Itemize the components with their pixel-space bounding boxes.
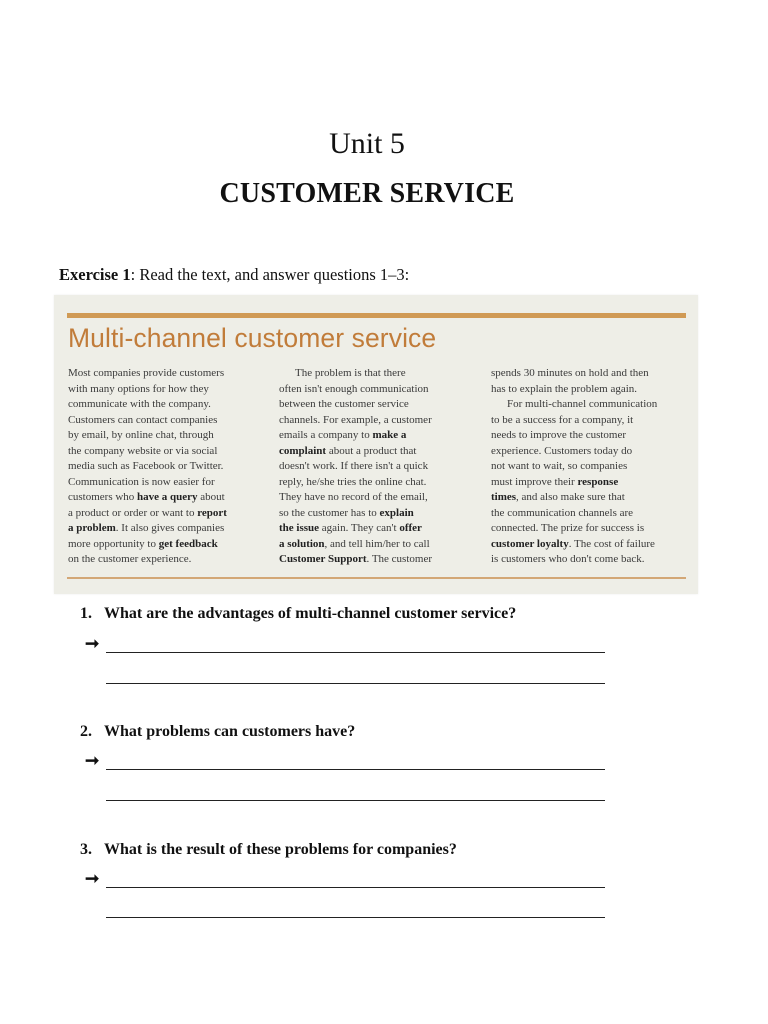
article-key-phrase: a solution bbox=[279, 537, 325, 550]
article-line bbox=[491, 397, 689, 413]
article-key-phrase: complaint bbox=[279, 444, 327, 457]
article-key-phrase: explain bbox=[379, 506, 414, 519]
arrow-icon: ➞ bbox=[85, 751, 100, 770]
answer-line[interactable] bbox=[106, 683, 605, 684]
question-text: What problems can customers have? bbox=[104, 723, 356, 740]
article-text: They have no record of the email, bbox=[279, 491, 428, 503]
question-1 bbox=[80, 605, 516, 623]
article-line bbox=[491, 475, 689, 491]
exercise-label: Exercise 1 bbox=[59, 265, 131, 284]
answer-line[interactable] bbox=[106, 652, 605, 653]
article-text: on the customer experience. bbox=[68, 553, 192, 565]
article-line bbox=[491, 413, 689, 429]
article-column-3 bbox=[491, 366, 689, 568]
article-key-phrase: offer bbox=[399, 522, 422, 534]
article-key-phrase: customer loyalty bbox=[491, 537, 569, 550]
answer-line[interactable] bbox=[106, 769, 605, 770]
article-line bbox=[491, 428, 689, 444]
article-text: , and also make sure that bbox=[516, 491, 625, 503]
article-line bbox=[491, 444, 689, 460]
article-line bbox=[491, 521, 689, 537]
article-text: not want to wait, so companies bbox=[491, 460, 628, 472]
article-line bbox=[491, 382, 689, 398]
answer-line[interactable] bbox=[106, 887, 605, 888]
article-line bbox=[68, 413, 266, 429]
article-text: channels. For example, a customer bbox=[279, 413, 432, 426]
article-text: , and tell him/her to call bbox=[324, 537, 430, 550]
article-text: with many options for how they bbox=[68, 382, 209, 395]
article-column-1 bbox=[68, 366, 266, 568]
article-line bbox=[279, 537, 477, 553]
article-line bbox=[279, 459, 477, 475]
article-text: about bbox=[197, 491, 225, 503]
article-text: must improve their bbox=[491, 475, 578, 488]
article-line bbox=[279, 366, 477, 382]
article-line bbox=[279, 552, 477, 568]
article-text: experience. Customers today do bbox=[491, 444, 633, 457]
article-text: For multi-channel communication bbox=[507, 398, 658, 410]
arrow-icon: ➞ bbox=[85, 869, 100, 888]
article-key-phrase: report bbox=[197, 506, 227, 519]
article-key-phrase: get feedback bbox=[158, 537, 218, 550]
article-text: reply, he/she tries the online chat. bbox=[279, 475, 427, 488]
article-headline: Multi-channel customer service bbox=[68, 323, 437, 353]
article-text: customers who bbox=[68, 491, 138, 503]
article-text: . The cost of failure bbox=[568, 537, 655, 550]
article-box bbox=[54, 295, 698, 594]
article-text: to be a success for a company, it bbox=[491, 413, 634, 426]
article-text: emails a company to bbox=[279, 429, 373, 441]
arrow-icon: ➞ bbox=[85, 634, 100, 653]
article-text: doesn't work. If there isn't a quick bbox=[279, 460, 429, 472]
article-line bbox=[68, 444, 266, 460]
article-key-phrase: have a query bbox=[137, 491, 198, 503]
article-text: the company website or via social bbox=[68, 444, 218, 457]
article-key-phrase: make a bbox=[372, 429, 407, 441]
question-text: What are the advantages of multi-channel customer service? bbox=[104, 605, 517, 622]
page-title: CUSTOMER SERVICE bbox=[219, 178, 515, 209]
article-line bbox=[68, 382, 266, 398]
article-line bbox=[68, 428, 266, 444]
answer-line[interactable] bbox=[106, 917, 605, 918]
article-line bbox=[279, 490, 477, 506]
article-line bbox=[491, 366, 689, 382]
article-key-phrase: response bbox=[577, 475, 619, 488]
article-column-2 bbox=[279, 366, 477, 568]
article-line bbox=[279, 475, 477, 491]
article-text: is customers who don't come back. bbox=[491, 553, 645, 565]
article-line bbox=[279, 382, 477, 398]
question-number: 3. bbox=[80, 841, 92, 858]
article-bottom-rule bbox=[67, 577, 686, 579]
article-text: between the customer service bbox=[279, 398, 409, 410]
article-text: again. They can't bbox=[319, 522, 400, 534]
exercise-instruction bbox=[59, 265, 409, 285]
article-line bbox=[68, 506, 266, 522]
question-3 bbox=[80, 841, 457, 859]
article-line bbox=[279, 506, 477, 522]
article-text: . The customer bbox=[366, 553, 432, 565]
article-line bbox=[68, 552, 266, 568]
article-text: Customers can contact companies bbox=[68, 413, 218, 426]
question-text: What is the result of these problems for companies? bbox=[104, 841, 457, 858]
article-text: the communication channels are bbox=[491, 506, 634, 519]
article-key-phrase: the issue bbox=[279, 522, 320, 534]
article-key-phrase: a problem bbox=[68, 522, 116, 534]
article-line bbox=[279, 397, 477, 413]
article-line bbox=[68, 490, 266, 506]
article-line bbox=[68, 537, 266, 553]
article-text: The problem is that there bbox=[295, 367, 406, 379]
article-text: spends 30 minutes on hold and then bbox=[491, 367, 649, 379]
article-line bbox=[68, 521, 266, 537]
question-number: 1. bbox=[80, 605, 92, 622]
article-key-phrase: Customer Support bbox=[279, 553, 367, 565]
article-line bbox=[491, 459, 689, 475]
article-line bbox=[491, 552, 689, 568]
article-text: more opportunity to bbox=[68, 537, 159, 550]
article-text: needs to improve the customer bbox=[491, 429, 627, 441]
article-line bbox=[68, 366, 266, 382]
article-text: communicate with the company. bbox=[68, 398, 211, 410]
article-line bbox=[279, 413, 477, 429]
article-text: often isn't enough communication bbox=[279, 382, 429, 395]
article-line bbox=[68, 475, 266, 491]
article-text: so the customer has to bbox=[279, 506, 380, 519]
answer-line[interactable] bbox=[106, 800, 605, 801]
article-text: . It also gives companies bbox=[115, 522, 225, 534]
article-text: Communication is now easier for bbox=[68, 475, 215, 488]
article-text: about a product that bbox=[326, 444, 417, 457]
article-key-phrase: times bbox=[491, 491, 517, 503]
article-text: connected. The prize for success is bbox=[491, 522, 645, 534]
article-line bbox=[279, 444, 477, 460]
article-line bbox=[68, 397, 266, 413]
article-text: by email, by online chat, through bbox=[68, 429, 214, 441]
article-line bbox=[491, 506, 689, 522]
question-number: 2. bbox=[80, 723, 92, 740]
question-2 bbox=[80, 723, 355, 741]
exercise-instruction-text: : Read the text, and answer questions 1–3: bbox=[130, 265, 410, 284]
article-line bbox=[279, 521, 477, 537]
article-line bbox=[491, 537, 689, 553]
article-text: a product or order or want to bbox=[68, 506, 198, 519]
article-text: has to explain the problem again. bbox=[491, 382, 638, 395]
unit-title: Unit 5 bbox=[329, 127, 405, 160]
article-top-rule bbox=[67, 313, 686, 318]
article-line bbox=[279, 428, 477, 444]
article-text: Most companies provide customers bbox=[68, 367, 225, 379]
article-line bbox=[491, 490, 689, 506]
article-line bbox=[68, 459, 266, 475]
article-text: media such as Facebook or Twitter. bbox=[68, 460, 224, 472]
